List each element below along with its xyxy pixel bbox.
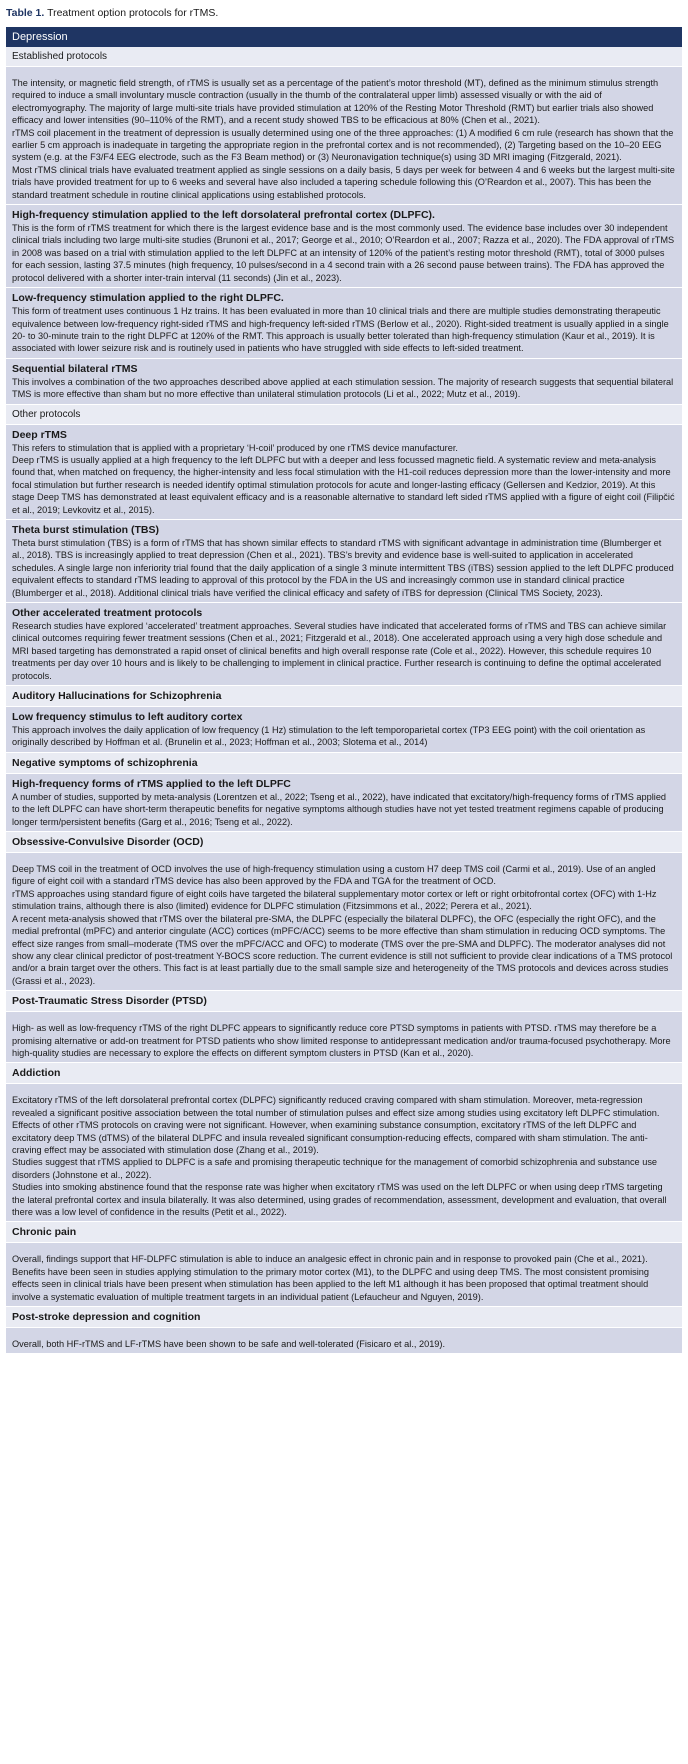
protocol-block: [6, 707, 682, 753]
protocol-paragraph: This approach involves the daily application of low frequency (1 Hz) stimulation to the left temporoparietal cortex (TP3 EEG point) with the coil orientation as originally described by Hoffman et al. (Brunelin et al., 2023; Hoffman et al., 2003; Slotema et al., 2014): [12, 725, 646, 748]
protocol-paragraph: This form of treatment uses continuous 1 Hz trains. It has been evaluated in more than 10 clinical trials and there are multiple studies demonstrating therapeutic equivalence between low-frequency right-sided rTMS and high-frequency left-sided rTMS (Berlow et al., 2020). Right-sided treatment is usually applied in a single 20- to 30-minute train to the right DLPFC at 120% of the RMT. This approach is usually better tolerated than high-frequency stimulation (Kaur et al., 2019). It is associated with lower seizure risk and is routinely used in patients who have struggled with side effects to left-sided treatment.: [12, 306, 669, 354]
protocol-paragraph: Studies suggest that rTMS applied to DLPFC is a safe and promising therapeutic technique for the management of comorbid schizophrenia and substance use disorders (Johnstone et al., 2022).: [12, 1157, 658, 1180]
protocol-paragraph: rTMS approaches using standard figure of eight coils have targeted the bilateral supplementary motor cortex or left or right orbitofrontal cortex (OFC) with 1-Hz stimulation trains, although there is also (limited) evidence for DLPFC stimulation (Fitzsimmons et al., 2022; Perera et al., 2021).: [12, 888, 657, 912]
protocol-paragraph: This refers to stimulation that is applied with a proprietary ‘H-coil’ produced by one rTMS device manufacturer.: [12, 442, 458, 453]
protocol-table: [6, 27, 682, 1354]
protocol-block: [6, 1012, 682, 1063]
document-page: [6, 7, 682, 1764]
protocol-block: [6, 520, 682, 603]
protocol-paragraph: Deep TMS coil in the treatment of OCD involves the use of high-frequency stimulation using a custom H7 deep TMS coil (Carmi et al., 2019). Use of an angled figure of eight coil with a standard rTMS device has also been approved by the FDA and TGA for the treatment of OCD.: [12, 864, 656, 887]
protocol-title: High-frequency stimulation applied to the left dorsolateral prefrontal cortex (DLPFC).: [12, 209, 435, 222]
protocol-paragraph: This involves a combination of the two approaches described above applied at each stimulation session. The majority of research suggests that sequential bilateral TMS is more effective than sham but no more effective than unilateral stimulation protocols (Li et al., 2022; Mutz et al., 2019).: [12, 376, 674, 400]
protocol-block: [6, 359, 682, 405]
protocol-block: [6, 1243, 682, 1307]
protocol-paragraph: A number of studies, supported by meta-analysis (Lorentzen et al., 2022; Tseng et al., 2022), have indicated that excitatory/high-frequency forms of rTMS applied to the left DLPFC can have short-term therapeutic benefits for negative symptoms although studies have not yet tested treatment regimens capable of producing longer term/persistent benefits (Garg et al., 2016; Tseng et al., 2022).: [12, 791, 667, 827]
condition-header: Obsessive-Convulsive Disorder (OCD): [6, 832, 682, 853]
protocol-title: High-frequency forms of rTMS applied to the left DLPFC: [12, 777, 291, 790]
table-caption: [6, 7, 682, 20]
condition-header: Post-stroke depression and cognition: [6, 1307, 682, 1328]
condition-header: Chronic pain: [6, 1222, 682, 1243]
condition-header: Negative symptoms of schizophrenia: [6, 753, 682, 774]
table-subheader: Established protocols: [6, 47, 682, 67]
protocol-block: [6, 425, 682, 520]
protocol-block: [6, 853, 682, 991]
protocol-title: Low-frequency stimulation applied to the right DLPFC.: [12, 292, 284, 305]
table-header-depression: Depression: [6, 28, 682, 47]
protocol-block: [6, 1084, 682, 1222]
protocol-paragraph: Deep rTMS is usually applied at a high frequency to the left DLPFC but with a deeper and less focussed magnetic field. A systematic review and meta-analysis found that, when matched on frequency, the higher-intensity and less focal stimulation with the H1-coil reduces depression more than the lower-intensity and more focal stimulation but further research is needed identify optimal stimulation protocols for acute and longer-lasting efficacy (Gellersen and Kedzior, 2019). At this stage Deep TMS has demonstrated at least equivalent efficacy and is a reasonable alternative to standard left sided rTMS applied with a figure of eight coil (Filipčić et al., 2019; Levkovitz et al., 2015).: [12, 454, 675, 515]
condition-header: Post-Traumatic Stress Disorder (PTSD): [6, 991, 682, 1012]
protocol-paragraph: The intensity, or magnetic field strength, of rTMS is usually set as a percentage of the patient’s motor threshold (MT), defined as the minimum stimulus strength required to induce a small involuntary muscle contraction (usually in the thumb of the contralateral upper limb) assessed visually or with the aid of electromyography. The majority of large multi-site trials have provided stimulation at 120% of the Resting Motor Threshold (RMT) but earlier trials also showed efficacy and lower intensities (90–110% of the RMT), and a recent study showed TBS to be efficacious at 80% (Chen et al., 2021).: [12, 78, 659, 126]
protocol-paragraph: Overall, findings support that HF-DLPFC stimulation is able to induce an analgesic effect in chronic pain and in response to provoked pain (Che et al., 2021).: [12, 1254, 648, 1265]
protocol-title: Theta burst stimulation (TBS): [12, 523, 159, 536]
protocol-title: Deep rTMS: [12, 428, 67, 441]
protocol-paragraph: Theta burst stimulation (TBS) is a form of rTMS that has shown similar effects to standard rTMS with significant advantage in administration time (Blumberger et al., 2018). TBS is increasingly applied to treat depression (Chen et al., 2021). TBS’s brevity and evidence base is well-suited to application in accelerated schedules. A single large non inferiority trial found that the daily application of a single 3 minute intermittent TBS (iTBS) session applied to the left DLPFC produced equivalent effects to standard rTMS leading to approval of this protocol by the FDA in the US and increasingly common use in standard clinical practice (Blumberger et al., 2018). Additional clinical trials have verified the clinical efficacy and safety of iTBS for depression (Clinical TMS Society, 2023).: [12, 537, 674, 598]
protocol-block: [6, 67, 682, 205]
protocol-title: Low frequency stimulus to left auditory cortex: [12, 711, 243, 724]
table-subheader: Other protocols: [6, 405, 682, 425]
protocol-paragraph: rTMS coil placement in the treatment of depression is usually determined using one of the three approaches: (1) A modified 6 cm rule (research has shown that the earlier 5 cm approach is inadequate in targeting the appropriate region in the prefrontal cortex and is not recommended), (2) Targeting based on the 10–20 EEG system (e.g. at the F3/F4 EEG electrode, such as the F3 Beam method) or (3) Neuronavigation technique(s) using 3D MRI imaging (Fitzgerald, 2021).: [12, 127, 674, 163]
condition-header: Addiction: [6, 1063, 682, 1084]
protocol-block: [6, 288, 682, 359]
protocol-paragraph: Overall, both HF-rTMS and LF-rTMS have been shown to be safe and well-tolerated (Fisicaro et al., 2019).: [12, 1339, 446, 1350]
protocol-block: [6, 603, 682, 686]
table-caption-text: Treatment option protocols for rTMS.: [47, 7, 219, 19]
protocol-paragraph: Most rTMS clinical trials have evaluated treatment applied as single sessions on a daily basis, 5 days per week for between 4 and 6 weeks but the largest multi-site trials have provided treatment for up to 6 weeks and several have also included a tapering schedule following this (O’Reardon et al., 2007). This has been the standard treatment schedule in routine clinical applications using established protocols.: [12, 164, 675, 200]
protocol-block: [6, 1328, 682, 1354]
condition-header: Auditory Hallucinations for Schizophrenia: [6, 686, 682, 707]
protocol-paragraph: Excitatory rTMS of the left dorsolateral prefrontal cortex (DLPFC) significantly reduced craving compared with sham stimulation. Moreover, meta-regression revealed a significant positive association between the total number of stimulation pulses and effect size among studies using excitatory left DLPFC stimulation. Effects of other rTMS protocols on craving were not significant. However, when examining substance consumption, excitatory rTMS of the left DLPFC and excitatory deep TMS (dTMS) of the bilateral DLPFC and insula revealed significant consumption-reducing effects, compared with sham stimulation. The anti-craving effect may be associated with stimulation dose (Zhang et al., 2019).: [12, 1095, 660, 1155]
table-body: [6, 47, 682, 1354]
protocol-paragraph: A recent meta-analysis showed that rTMS over the bilateral pre-SMA, the DLPFC (especially the bilateral DLPFC), the OFC (especially the right OFC), and the medial prefrontal (mPFC) and anterior cingulate (ACC) cortices (mPFC/ACC) seems to be more effective than sham stimulation in reducing OCD symptoms. The effect size ranges from small–moderate (TMS over the mPFC/ACC and OFC) to moderate (TMS over the pre-SMA and DLPFC). The moderator analyses did not show any clear clinical predictor of post-treatment Y-BOCS score reduction. The current evidence is still not sufficient to provide clear indications of a TMS protocol and/or a brain target over the others. This fact is at least partially due to the small sample size and heterogeneity of the TMS protocols and devices across studies (Grassi et al., 2023).: [12, 913, 673, 986]
protocol-paragraph: High- as well as low-frequency rTMS of the right DLPFC appears to significantly reduce core PTSD symptoms in patients with PTSD. rTMS may therefore be a promising alternative or add-on treatment for PTSD patients who show limited response to antidepressant medication and/or trauma-focused psychotherapy. More high-quality studies are necessary to explore the effects on different symptom clusters in PTSD (Kan et al., 2020).: [12, 1023, 671, 1058]
protocol-title: Other accelerated treatment protocols: [12, 607, 203, 619]
protocol-paragraph: Studies into smoking abstinence found that the response rate was higher when excitatory rTMS was used on the left DLPFC or when using deep rTMS targeting the lateral prefrontal cortex and insula bilaterally. It was also determined, using grades of recommendation, assessment, development and evaluation, that overall there was a low level of confidence in the results (Petit et al., 2022).: [12, 1182, 667, 1217]
protocol-paragraph: This is the form of rTMS treatment for which there is the largest evidence base and is the most commonly used. The evidence base includes over 30 independent clinical trials including two large multi-site studies (Brunoni et al., 2017; George et al., 2010; O’Reardon et al., 2007; Razza et al., 2020). The FDA approval of rTMS in 2008 was based on a trial with stimulation applied to the left DLPFC at an intensity of 120% of the patient’s resting motor threshold (RMT), total of 3000 pulses for each session, lasting 37.5 minutes (high frequency, 10 pulses/second in a 4 second train with a 26 second pause between trains). The FDA has approved the protocol delivered with a shorter inter-train interval (11 seconds) (Jin et al., 2023).: [12, 223, 675, 283]
protocol-title: Sequential bilateral rTMS: [12, 362, 138, 375]
protocol-paragraph: Research studies have explored ‘accelerated’ treatment approaches. Several studies have indicated that accelerated forms of rTMS and TBS can achieve similar clinical outcomes requiring fewer treatment sessions (Chen et al., 2021; Fitzgerald et al., 2018). One accelerated approach using a very high dose schedule and MRI based targeting has demonstrated a rapid onset of clinical benefits and high overall response rate (Cole et al., 2022). However, this schedule requires 10 treatments per day over 10 hours and is likely to be challenging to implement in clinical practice. Further research is continuing to define the optimal accelerated protocols.: [12, 621, 667, 681]
protocol-paragraph: Benefits have been seen in studies applying stimulation to the primary motor cortex (M1), to the DLPFC and using deep TMS. The most consistent promising effects seen in clinical trials have been present when stimulation has been applied to the left M1 although it has been proposed that optimal treatment should involve a systematic evaluation of multiple treatment targets in an individual patient (Lefaucheur and Nguyen, 2019).: [12, 1266, 649, 1302]
table-caption-label: Table 1.: [6, 7, 45, 19]
protocol-block: [6, 774, 682, 832]
protocol-block: [6, 205, 682, 288]
